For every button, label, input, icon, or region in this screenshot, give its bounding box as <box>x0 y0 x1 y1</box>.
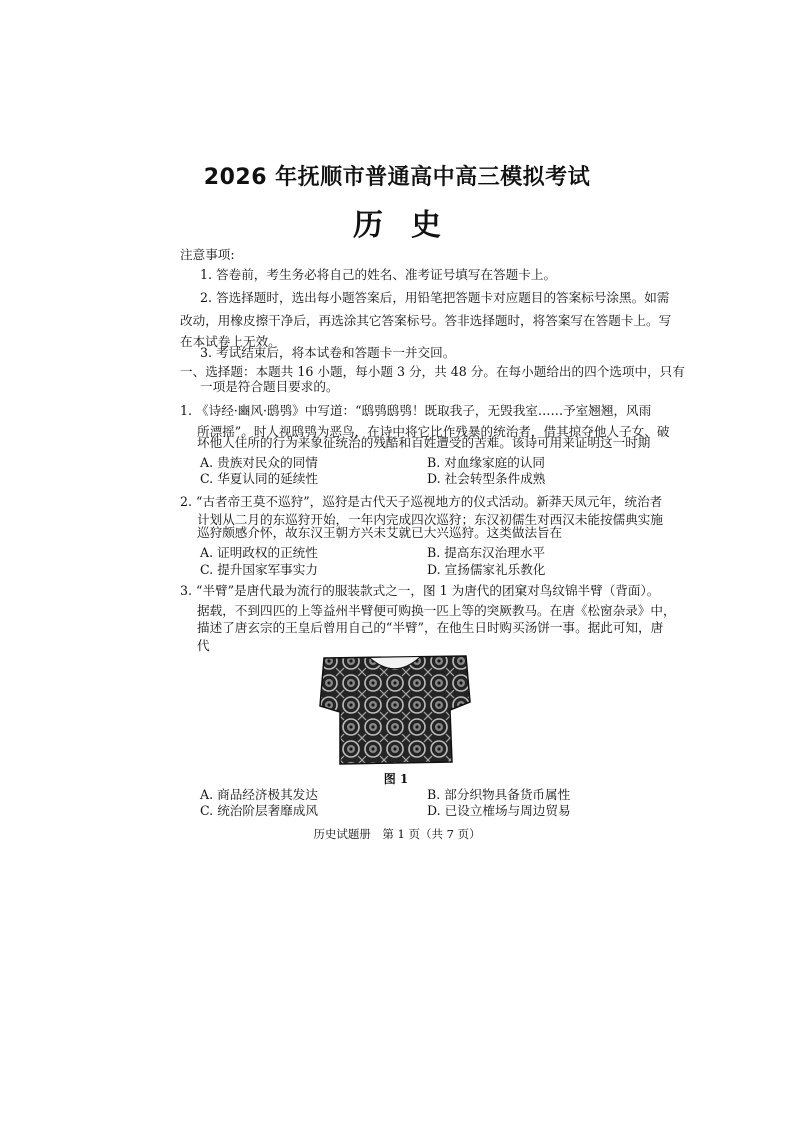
q2-option-d: D. 宣扬儒家礼乐教化 <box>427 562 546 577</box>
q2-option-a: A. 证明政权的正统性 <box>200 545 318 560</box>
q3-option-a: A. 商品经济极其发达 <box>200 787 318 802</box>
figure-caption: 图 1 <box>383 772 409 786</box>
q1-option-a: A. 贵族对民众的同情 <box>200 455 318 470</box>
q3-option-b: B. 部分织物具备货币属性 <box>427 787 571 802</box>
notice-item-1: 1. 答卷前，考生务必将自己的姓名、准考证号填写在答题卡上。 <box>200 267 557 282</box>
q3-stem-line-2: 据载，不到四匹的上等益州半臂便可购换一匹上等的突厥教马。在唐《松窗杂录》中， <box>197 603 676 618</box>
q3-stem-line-3: 描述了唐玄宗的王皇后曾用自己的“半臂”，在他生日时购买汤饼一事。据此可知，唐 <box>197 620 664 635</box>
q2-option-c: C. 提升国家军事实力 <box>200 562 318 577</box>
page-footer: 历史试题册 第 1 页（共 7 页） <box>313 827 481 841</box>
exam-title: 2026 年抚顺市普通高中高三模拟考试 <box>203 165 591 190</box>
section-1-heading-line-2: 一项是符合题目要求的。 <box>200 379 339 394</box>
q1-option-d: D. 社会转型条件成熟 <box>427 471 546 486</box>
notice-item-2-line-3: 在本试卷上无效。 <box>180 334 281 349</box>
banbi-garment-image <box>318 650 472 766</box>
q1-stem-line-1: 1. 《诗经·豳风·鸱鸮》中写道：“鸱鸮鸱鸮！既取我子，无毁我室……予室翘翘，风雨 <box>180 403 652 418</box>
q1-option-b: B. 对血缘家庭的认同 <box>427 455 546 470</box>
q1-stem-line-2: 所漂摇”。时人视鸱鸮为恶鸟，在诗中将它比作残暴的统治者，借其掠夺他人子女、破 <box>197 424 670 439</box>
notice-item-2-line-1: 2. 答选择题时，选出每小题答案后，用铅笔把答题卡对应题目的答案标号涂黑。如需 <box>200 290 670 305</box>
q3-stem-line-1: 3. “半臂”是唐代最为流行的服装款式之一，图 1 为唐代的团窠对鸟纹锦半臂（背面）。 <box>180 583 660 598</box>
q1-stem-line-3: 坏他人住所的行为来象征统治的残酷和百姓遭受的苦难。该诗可用来证明这一时期 <box>197 435 651 450</box>
q1-option-c: C. 华夏认同的延续性 <box>200 471 318 486</box>
notice-item-2-line-2: 改动，用橡皮擦干净后，再选涂其它答案标号。答非选择题时，将答案写在答题卡上。写 <box>180 313 672 328</box>
q2-stem-line-3: 巡狩颇感介怀，故东汉王朝方兴未艾就已大兴巡狩。这类做法旨在 <box>197 525 563 540</box>
q3-option-d: D. 已设立榷场与周边贸易 <box>427 803 571 818</box>
subject-title: 历史 <box>353 208 469 243</box>
notice-heading: 注意事项: <box>180 247 235 262</box>
q2-stem-line-2: 计划从二月的东巡狩开始，一年内完成四次巡狩；东汉初儒生对西汉未能按儒典实施 <box>197 512 663 527</box>
q2-stem-line-1: 2. “古者帝王莫不巡狩”，巡狩是古代天子巡视地方的仪式活动。新莽天凤元年，统治者 <box>180 494 663 509</box>
notice-item-3: 3. 考试结束后，将本试卷和答题卡一并交回。 <box>200 345 456 360</box>
q2-option-b: B. 提高东汉治理水平 <box>427 545 546 560</box>
q3-option-c: C. 统治阶层奢靡成风 <box>200 803 318 818</box>
q3-stem-line-4: 代 <box>197 638 210 653</box>
section-1-heading-line-1: 一、选择题：本题共 16 小题，每小题 3 分，共 48 分。在每小题给出的四个选项中，只有 <box>180 364 685 379</box>
